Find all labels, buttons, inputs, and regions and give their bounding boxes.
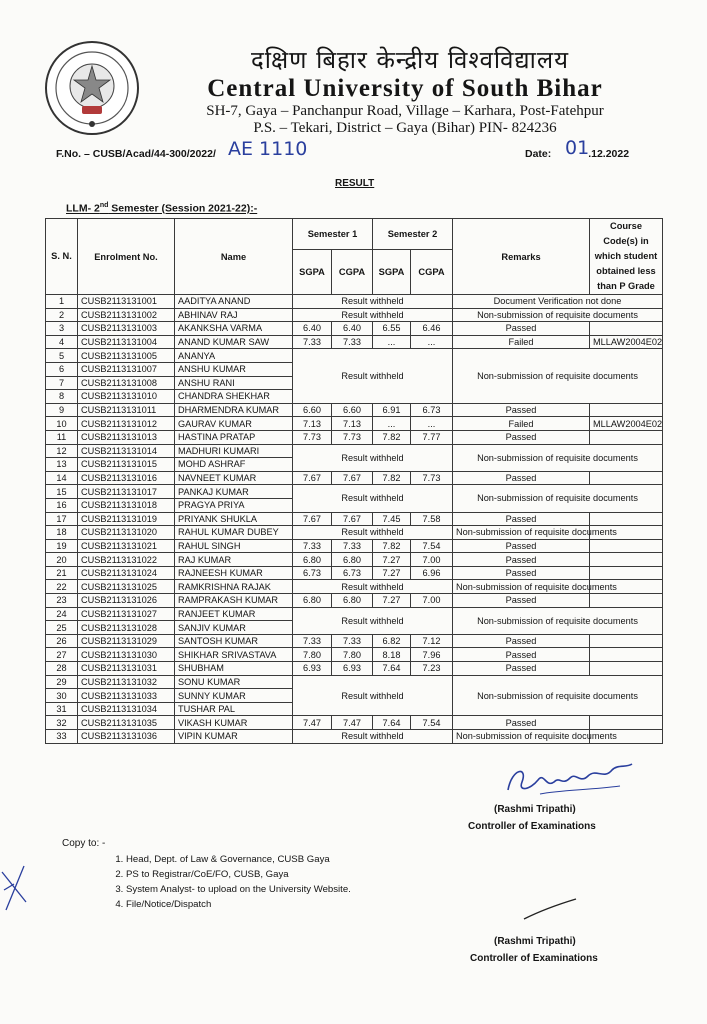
table-row	[46, 322, 663, 336]
cell-sem1-cgpa: 6.80	[332, 594, 373, 608]
cell-name: AKANKSHA VARMA	[175, 322, 293, 336]
address-line-1: SH-7, Gaya – Panchanpur Road, Village – Karhara, Post-Fatehpur	[206, 103, 604, 119]
cell-name: PRIYANK SHUKLA	[175, 512, 293, 526]
cell-name: RANJEET KUMAR	[175, 607, 293, 621]
cell-sn: 11	[46, 430, 78, 444]
programme-prefix: LLM- 2	[66, 202, 100, 215]
cell-sn: 29	[46, 675, 78, 689]
cell-sem2-cgpa: 7.54	[411, 539, 453, 553]
cell-sem1-cgpa: 6.93	[332, 662, 373, 676]
cell-sem1-sgpa: 6.93	[293, 662, 332, 676]
cell-sn: 27	[46, 648, 78, 662]
cell-name: SANTOSH KUMAR	[175, 634, 293, 648]
cell-name: RAHUL KUMAR DUBEY	[175, 526, 293, 540]
cell-enrolment: CUSB2113131018	[78, 498, 175, 512]
cell-enrolment: CUSB2113131007	[78, 362, 175, 376]
cell-sn: 25	[46, 621, 78, 635]
copy-to-item: 2. PS to Registrar/CoE/FO, CUSB, Gaya	[126, 867, 351, 882]
cell-remarks: Passed	[453, 594, 590, 608]
table-row	[46, 485, 663, 499]
cell-remarks: Non-submission of requisite documents	[453, 730, 590, 744]
cell-name: ANANYA	[175, 349, 293, 363]
table-row	[46, 553, 663, 567]
cell-name: TUSHAR PAL	[175, 702, 293, 716]
cell-remarks: Passed	[453, 471, 590, 485]
cell-name: SONU KUMAR	[175, 675, 293, 689]
cell-sem2-cgpa: 7.58	[411, 512, 453, 526]
cell-name: CHANDRA SHEKHAR	[175, 390, 293, 404]
cell-course-code	[590, 716, 663, 730]
cell-sn: 32	[46, 716, 78, 730]
cell-enrolment: CUSB2113131010	[78, 390, 175, 404]
table-row	[46, 308, 663, 322]
cell-name: SANJIV KUMAR	[175, 621, 293, 635]
cell-sem1-sgpa: 7.67	[293, 471, 332, 485]
cell-sem1-cgpa: 7.33	[332, 634, 373, 648]
cell-remarks: Failed	[453, 335, 590, 349]
cell-sem1-cgpa: 7.47	[332, 716, 373, 730]
header-name: Name	[175, 219, 293, 295]
cell-sem1-cgpa: 7.67	[332, 512, 373, 526]
cell-name: DHARMENDRA KUMAR	[175, 403, 293, 417]
cell-sn: 30	[46, 689, 78, 703]
result-table	[45, 218, 663, 744]
cell-sem2-sgpa: 7.82	[373, 430, 411, 444]
cell-sem1-cgpa: 7.33	[332, 335, 373, 349]
header-sem2-cgpa: CGPA	[411, 249, 453, 294]
signatory-name-2: (Rashmi Tripathi)	[494, 936, 576, 947]
table-row	[46, 349, 663, 363]
cell-sn: 12	[46, 444, 78, 458]
cell-remarks: Passed	[453, 553, 590, 567]
cell-course-code	[590, 430, 663, 444]
cell-remarks: Non-submission of requisite documents	[453, 349, 663, 403]
header-enrolment: Enrolment No.	[78, 219, 175, 295]
cell-remarks: Non-submission of requisite documents	[453, 485, 663, 512]
cell-sem1-cgpa: 6.73	[332, 566, 373, 580]
signatory-name: (Rashmi Tripathi)	[494, 804, 576, 815]
cell-remarks: Document Verification not done	[453, 295, 663, 309]
cell-sn: 4	[46, 335, 78, 349]
copy-to-list	[110, 852, 351, 912]
cell-enrolment: CUSB2113131020	[78, 526, 175, 540]
cell-sem1-cgpa: 7.33	[332, 539, 373, 553]
cell-sn: 8	[46, 390, 78, 404]
header-sem1-cgpa: CGPA	[332, 249, 373, 294]
cell-name: RAMKRISHNA RAJAK	[175, 580, 293, 594]
table-row	[46, 675, 663, 689]
table-row	[46, 566, 663, 580]
cell-name: PANKAJ KUMAR	[175, 485, 293, 499]
cell-sem2-cgpa: 6.46	[411, 322, 453, 336]
cell-name: ANAND KUMAR SAW	[175, 335, 293, 349]
cell-sem1-sgpa: 6.80	[293, 594, 332, 608]
cell-result-withheld: Result withheld	[293, 349, 453, 403]
university-name-hindi: दक्षिण बिहार केन्द्रीय विश्वविद्यालय	[250, 46, 570, 74]
cell-remarks: Passed	[453, 430, 590, 444]
cell-sem2-sgpa: ...	[373, 335, 411, 349]
cell-sem2-sgpa: 7.45	[373, 512, 411, 526]
cell-sn: 23	[46, 594, 78, 608]
cell-sem2-sgpa: 7.64	[373, 716, 411, 730]
cell-enrolment: CUSB2113131030	[78, 648, 175, 662]
cell-enrolment: CUSB2113131032	[78, 675, 175, 689]
cell-sem2-cgpa: 6.73	[411, 403, 453, 417]
cell-sem1-sgpa: 7.73	[293, 430, 332, 444]
cell-sem1-cgpa: 6.40	[332, 322, 373, 336]
cell-name: NAVNEET KUMAR	[175, 471, 293, 485]
address-line-2: P.S. – Tekari, District – Gaya (Bihar) PIN- 824236	[253, 120, 557, 136]
cell-enrolment: CUSB2113131036	[78, 730, 175, 744]
cell-remarks: Non-submission of requisite documents	[453, 580, 590, 594]
table-row	[46, 444, 663, 458]
cell-enrolment: CUSB2113131012	[78, 417, 175, 431]
cell-sem2-sgpa: 7.82	[373, 471, 411, 485]
cell-enrolment: CUSB2113131024	[78, 566, 175, 580]
cell-enrolment: CUSB2113131034	[78, 702, 175, 716]
cell-sn: 28	[46, 662, 78, 676]
cell-name: ANSHU RANI	[175, 376, 293, 390]
cell-sem2-sgpa: ...	[373, 417, 411, 431]
table-row	[46, 403, 663, 417]
cell-course-code	[590, 322, 663, 336]
cell-sn: 14	[46, 471, 78, 485]
cell-sn: 2	[46, 308, 78, 322]
cell-remarks: Passed	[453, 322, 590, 336]
cell-result-withheld: Result withheld	[293, 675, 453, 716]
cell-sn: 18	[46, 526, 78, 540]
cell-sem2-sgpa: 7.27	[373, 553, 411, 567]
cell-remarks: Passed	[453, 662, 590, 676]
cell-enrolment: CUSB2113131033	[78, 689, 175, 703]
copy-to-label: Copy to: -	[62, 838, 106, 849]
cell-enrolment: CUSB2113131001	[78, 295, 175, 309]
programme-suffix: Semester (Session 2021-22):-	[108, 202, 258, 215]
table-row	[46, 417, 663, 431]
cell-enrolment: CUSB2113131021	[78, 539, 175, 553]
copy-to-item: 1. Head, Dept. of Law & Governance, CUSB Gaya	[126, 852, 351, 867]
cell-result-withheld: Result withheld	[293, 444, 453, 471]
cell-sem1-sgpa: 6.60	[293, 403, 332, 417]
university-seal-logo	[44, 40, 140, 136]
cell-name: SUNNY KUMAR	[175, 689, 293, 703]
cell-result-withheld: Result withheld	[293, 730, 453, 744]
cell-sn: 10	[46, 417, 78, 431]
table-row	[46, 634, 663, 648]
cell-sn: 1	[46, 295, 78, 309]
cell-sem1-sgpa: 6.73	[293, 566, 332, 580]
cell-name: AADITYA ANAND	[175, 295, 293, 309]
cell-sn: 3	[46, 322, 78, 336]
header-course-codes: Course Code(s) in which student obtained less than P Grade	[590, 219, 663, 295]
header-sem2-sgpa: SGPA	[373, 249, 411, 294]
cell-course-code: MLLAW2004E02	[590, 335, 663, 349]
cell-sem2-sgpa: 6.91	[373, 403, 411, 417]
cell-enrolment: CUSB2113131027	[78, 607, 175, 621]
cell-sem1-cgpa: 6.60	[332, 403, 373, 417]
date-label-text: Date:	[525, 148, 552, 160]
cell-sem1-cgpa: 7.13	[332, 417, 373, 431]
cell-enrolment: CUSB2113131004	[78, 335, 175, 349]
cell-sem1-sgpa: 7.80	[293, 648, 332, 662]
cell-sn: 5	[46, 349, 78, 363]
cell-sn: 16	[46, 498, 78, 512]
cell-sn: 19	[46, 539, 78, 553]
cell-sem1-sgpa: 6.40	[293, 322, 332, 336]
cell-remarks: Passed	[453, 539, 590, 553]
cell-sem1-sgpa: 7.33	[293, 634, 332, 648]
cell-name: PRAGYA PRIYA	[175, 498, 293, 512]
cell-course-code	[590, 594, 663, 608]
cell-course-code	[590, 471, 663, 485]
cell-sem2-cgpa: 7.54	[411, 716, 453, 730]
cell-enrolment: CUSB2113131029	[78, 634, 175, 648]
cell-sem2-cgpa: 7.73	[411, 471, 453, 485]
cell-remarks: Passed	[453, 512, 590, 526]
cell-sem2-cgpa: 7.00	[411, 553, 453, 567]
cell-result-withheld: Result withheld	[293, 580, 453, 594]
cell-enrolment: CUSB2113131015	[78, 458, 175, 472]
initial-scribble	[520, 895, 580, 923]
cell-sem2-cgpa: 7.00	[411, 594, 453, 608]
cell-sn: 20	[46, 553, 78, 567]
cell-sn: 7	[46, 376, 78, 390]
table-row	[46, 648, 663, 662]
table-row	[46, 716, 663, 730]
cell-sn: 31	[46, 702, 78, 716]
header-sem1-sgpa: SGPA	[293, 249, 332, 294]
cell-enrolment: CUSB2113131022	[78, 553, 175, 567]
header-remarks: Remarks	[453, 219, 590, 295]
header-semester-2: Semester 2	[373, 219, 453, 250]
cell-course-code	[590, 634, 663, 648]
document-title: RESULT	[335, 178, 375, 189]
cell-sn: 33	[46, 730, 78, 744]
cell-remarks: Passed	[453, 566, 590, 580]
cell-remarks: Passed	[453, 403, 590, 417]
cell-sem2-sgpa: 6.82	[373, 634, 411, 648]
cell-name: RAHUL SINGH	[175, 539, 293, 553]
cell-name: ABHINAV RAJ	[175, 308, 293, 322]
cell-sem1-cgpa: 7.73	[332, 430, 373, 444]
copy-to-item: 3. System Analyst- to upload on the University Website.	[126, 882, 351, 897]
table-row	[46, 295, 663, 309]
cell-result-withheld: Result withheld	[293, 485, 453, 512]
table-row	[46, 730, 663, 744]
table-row	[46, 335, 663, 349]
cell-sem2-cgpa: 7.23	[411, 662, 453, 676]
cell-sem1-cgpa: 6.80	[332, 553, 373, 567]
university-name: Central University of South Bihar	[207, 75, 603, 102]
table-row	[46, 594, 663, 608]
cell-enrolment: CUSB2113131019	[78, 512, 175, 526]
cell-name: MOHD ASHRAF	[175, 458, 293, 472]
cell-enrolment: CUSB2113131035	[78, 716, 175, 730]
cell-enrolment: CUSB2113131005	[78, 349, 175, 363]
cell-enrolment: CUSB2113131013	[78, 430, 175, 444]
cell-enrolment: CUSB2113131017	[78, 485, 175, 499]
cell-sem2-cgpa: 6.96	[411, 566, 453, 580]
cell-sem1-sgpa: 6.80	[293, 553, 332, 567]
cell-sem2-cgpa: ...	[411, 335, 453, 349]
cell-remarks: Non-submission of requisite documents	[453, 607, 663, 634]
cell-course-code	[590, 566, 663, 580]
cell-enrolment: CUSB2113131014	[78, 444, 175, 458]
cell-sn: 22	[46, 580, 78, 594]
cell-sem2-cgpa: 7.12	[411, 634, 453, 648]
date-suffix: .12.2022	[588, 148, 630, 160]
cell-name: ANSHU KUMAR	[175, 362, 293, 376]
table-row	[46, 526, 663, 540]
cell-course-code	[590, 648, 663, 662]
cell-name: RAJ KUMAR	[175, 553, 293, 567]
cell-course-code: MLLAW2004E02	[590, 417, 663, 431]
cell-remarks: Non-submission of requisite documents	[453, 444, 663, 471]
cell-sem2-sgpa: 8.18	[373, 648, 411, 662]
cell-sn: 15	[46, 485, 78, 499]
copy-to-item: 4. File/Notice/Dispatch	[126, 897, 351, 912]
cell-sn: 17	[46, 512, 78, 526]
date-handwritten: 01	[565, 137, 590, 159]
signatory-title-2: Controller of Examinations	[470, 953, 598, 964]
cell-sn: 26	[46, 634, 78, 648]
cell-sn: 6	[46, 362, 78, 376]
cell-name: VIPIN KUMAR	[175, 730, 293, 744]
cell-enrolment: CUSB2113131028	[78, 621, 175, 635]
cell-result-withheld: Result withheld	[293, 526, 453, 540]
cell-sem1-sgpa: 7.47	[293, 716, 332, 730]
cell-course-code	[590, 512, 663, 526]
programme-sup: nd	[99, 202, 109, 209]
cell-sn: 21	[46, 566, 78, 580]
cell-sem2-cgpa: 7.96	[411, 648, 453, 662]
cell-remarks: Passed	[453, 648, 590, 662]
cell-enrolment: CUSB2113131025	[78, 580, 175, 594]
cell-result-withheld: Result withheld	[293, 308, 453, 322]
cell-name: SHUBHAM	[175, 662, 293, 676]
cell-sem1-sgpa: 7.33	[293, 539, 332, 553]
cell-sem1-sgpa: 7.67	[293, 512, 332, 526]
header-semester-1: Semester 1	[293, 219, 373, 250]
file-number-handwritten: AE 1110	[228, 138, 308, 160]
cell-remarks: Failed	[453, 417, 590, 431]
cell-sn: 24	[46, 607, 78, 621]
cell-name: MADHURI KUMARI	[175, 444, 293, 458]
cell-enrolment: CUSB2113131031	[78, 662, 175, 676]
cell-name: GAURAV KUMAR	[175, 417, 293, 431]
cell-result-withheld: Result withheld	[293, 607, 453, 634]
cell-remarks: Non-submission of requisite documents	[453, 308, 663, 322]
cell-course-code	[590, 662, 663, 676]
margin-tick-mark	[0, 860, 30, 915]
cell-sn: 13	[46, 458, 78, 472]
file-number: F.No. – CUSB/Acad/44-300/2022/	[56, 148, 216, 160]
cell-enrolment: CUSB2113131008	[78, 376, 175, 390]
cell-name: HASTINA PRATAP	[175, 430, 293, 444]
table-row	[46, 662, 663, 676]
cell-enrolment: CUSB2113131011	[78, 403, 175, 417]
result-table-body	[46, 295, 663, 744]
cell-enrolment: CUSB2113131003	[78, 322, 175, 336]
cell-remarks: Non-submission of requisite documents	[453, 526, 590, 540]
cell-enrolment: CUSB2113131016	[78, 471, 175, 485]
cell-sem2-sgpa: 7.64	[373, 662, 411, 676]
cell-sem2-sgpa: 7.27	[373, 566, 411, 580]
table-row	[46, 580, 663, 594]
cell-sem1-sgpa: 7.33	[293, 335, 332, 349]
cell-sem1-sgpa: 7.13	[293, 417, 332, 431]
signature-scribble	[500, 760, 640, 800]
cell-sn: 9	[46, 403, 78, 417]
signatory-title: Controller of Examinations	[468, 821, 596, 832]
cell-remarks: Non-submission of requisite documents	[453, 675, 663, 716]
programme-label	[66, 202, 257, 215]
table-row	[46, 471, 663, 485]
table-row	[46, 539, 663, 553]
cell-sem2-sgpa: 7.27	[373, 594, 411, 608]
cell-sem2-cgpa: ...	[411, 417, 453, 431]
cell-course-code	[590, 539, 663, 553]
cell-sem1-cgpa: 7.67	[332, 471, 373, 485]
table-row	[46, 512, 663, 526]
cell-sem2-cgpa: 7.77	[411, 430, 453, 444]
cell-name: RAJNEESH KUMAR	[175, 566, 293, 580]
cell-result-withheld: Result withheld	[293, 295, 453, 309]
cell-course-code	[590, 553, 663, 567]
cell-name: SHIKHAR SRIVASTAVA	[175, 648, 293, 662]
cell-sem2-sgpa: 6.55	[373, 322, 411, 336]
table-row	[46, 430, 663, 444]
table-row	[46, 607, 663, 621]
cell-enrolment: CUSB2113131002	[78, 308, 175, 322]
cell-remarks: Passed	[453, 634, 590, 648]
header-sn: S. N.	[46, 219, 78, 295]
cell-enrolment: CUSB2113131026	[78, 594, 175, 608]
cell-course-code	[590, 403, 663, 417]
cell-sem2-sgpa: 7.82	[373, 539, 411, 553]
cell-remarks: Passed	[453, 716, 590, 730]
cell-name: RAMPRAKASH KUMAR	[175, 594, 293, 608]
cell-sem1-cgpa: 7.80	[332, 648, 373, 662]
cell-name: VIKASH KUMAR	[175, 716, 293, 730]
